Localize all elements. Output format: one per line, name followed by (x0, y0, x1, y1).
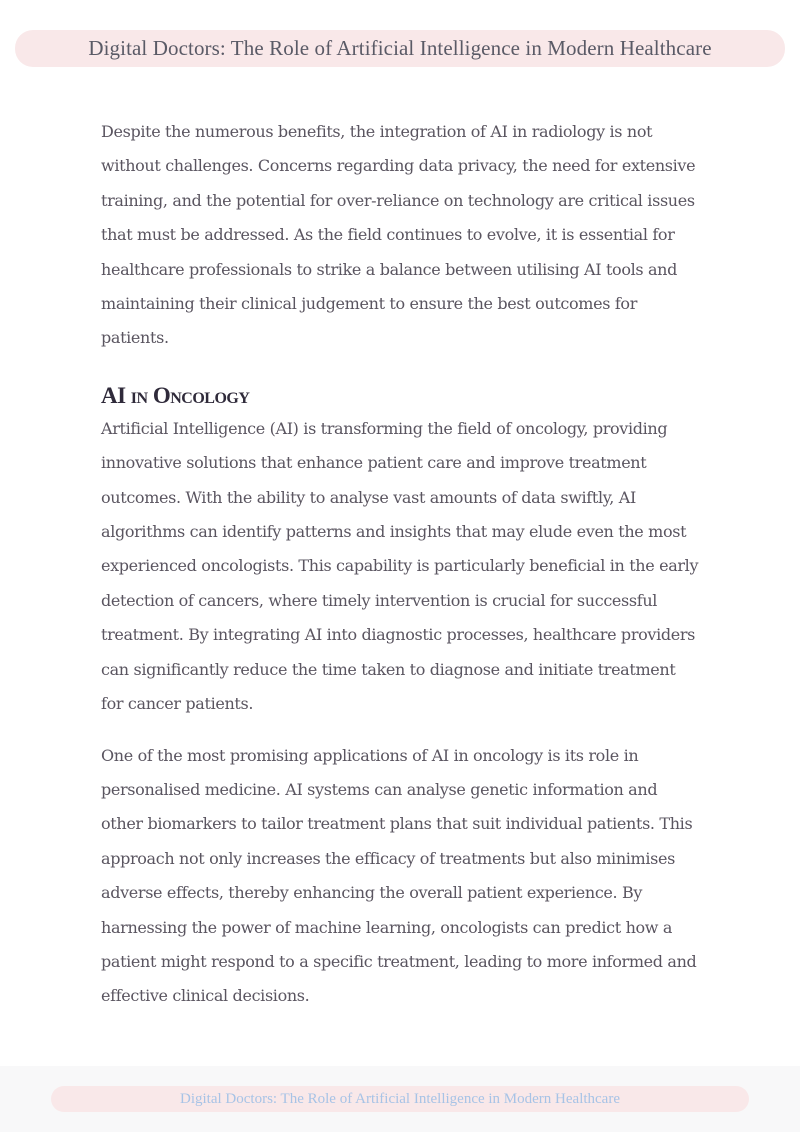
page-footer (0, 1066, 800, 1132)
section-heading-ai-in-oncology: AI in Oncology (101, 382, 250, 408)
page-header (15, 30, 785, 67)
footer-bar (51, 1086, 749, 1112)
oncology-paragraph-2: One of the most promising applications of AI in oncology is its role in personalised medicine. AI systems can analyse genetic information and other biomarkers to tailor treatment plans that suit individual patients. This approach not only increases the efficacy of treatments but also minimises adverse effects, thereby enhancing the overall patient experience. By harnessing the power of machine learning, oncologists can predict how a patient might respond to a specific treatment, leading to more informed and effective clinical decisions. (101, 745, 697, 1006)
document-body (101, 115, 701, 1014)
header-title: Digital Doctors: The Role of Artificial Intelligence in Modern Healthcare (88, 36, 712, 60)
footer-title: Digital Doctors: The Role of Artificial Intelligence in Modern Healthcare (180, 1090, 620, 1107)
intro-paragraph: Despite the numerous benefits, the integration of AI in radiology is not without challenges. Concerns regarding data privacy, the need for extensive training, and the potential for over-reliance on technology are critical issues that must be addressed. As the field continues to evolve, it is essential for healthcare professionals to strike a balance between utilising AI tools and maintaining their clinical judgement to ensure the best outcomes for patients. (101, 122, 696, 348)
oncology-paragraph-1: Artificial Intelligence (AI) is transforming the field of oncology, providing innovative solutions that enhance patient care and improve treatment outcomes. With the ability to analyse vast amounts of data swiftly, AI algorithms can identify patterns and insights that may elude even the most experienced oncologists. This capability is particularly beneficial in the early detection of cancers, where timely intervention is crucial for successful treatment. By integrating AI into diagnostic processes, healthcare providers can significantly reduce the time taken to diagnose and initiate treatment for cancer patients. (101, 418, 699, 714)
